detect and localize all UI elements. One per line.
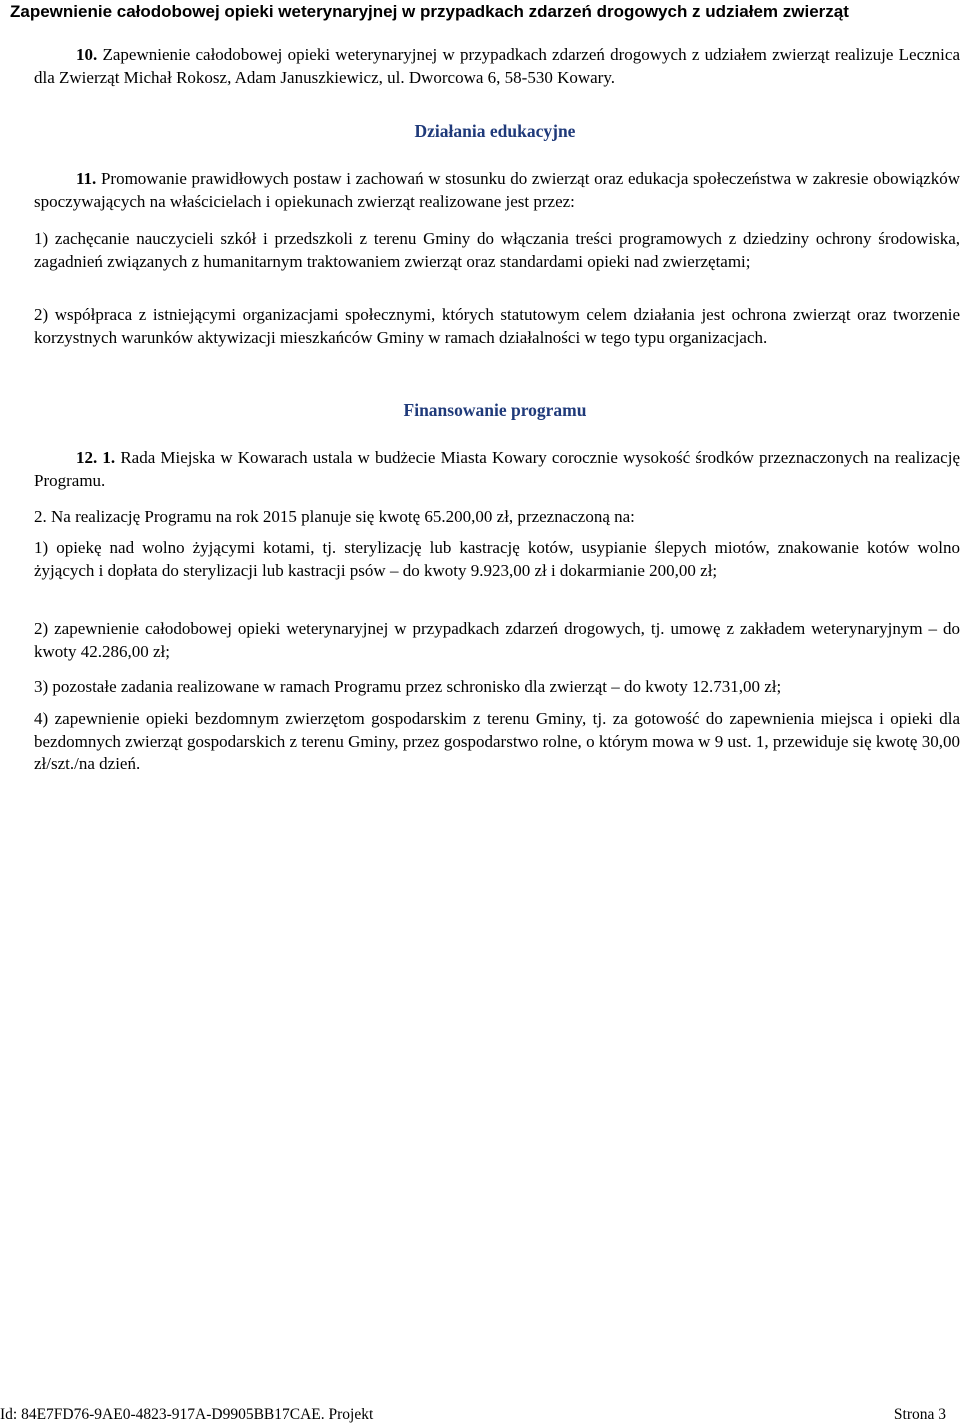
- paragraph-number: 11.: [76, 169, 97, 188]
- heading-education: Działania edukacyjne: [414, 121, 576, 141]
- paragraph-12-2: 2. Na realizację Programu na rok 2015 planuje się kwotę 65.200,00 zł, przeznaczoną na:: [34, 507, 635, 526]
- paragraph-11: [34, 168, 960, 213]
- list-item: 3) pozostałe zadania realizowane w ramach Programu przez schronisko dla zwierząt – do kwoty 12.731,00 zł;: [34, 677, 782, 696]
- paragraph-12: [34, 447, 960, 492]
- list-item: 4) zapewnienie opieki bezdomnym zwierzętom gospodarskim z terenu Gminy, tj. za gotowość do zapewnienia miejsca i opieki dla bezdomnych zwierząt gospodarskich z terenu Gminy, przez gospodarstwo rolne, o którym mowa w 9 ust. 1, przewiduje się kwotę 30,00 zł/szt./na dzień.: [34, 709, 960, 773]
- footer-document-id: Id: 84E7FD76-9AE0-4823-917A-D9905BB17CAE. Projekt: [0, 1406, 374, 1423]
- footer-page-number: Strona 3: [893, 1406, 946, 1423]
- list-item: 2) współpraca z istniejącymi organizacjami społecznymi, których statutowym celem działania jest ochrona zwierząt oraz tworzenie korzystnych warunków aktywizacji mieszkańców Gminy w ramach działalności w tego typu organizacjach.: [34, 305, 960, 347]
- paragraph-text: Rada Miejska w Kowarach ustala w budżecie Miasta Kowary corocznie wysokość środków przeznaczonych na realizację Programu.: [34, 448, 960, 490]
- paragraph-number: 10.: [76, 45, 98, 64]
- section-title: Zapewnienie całodobowej opieki weterynaryjnej w przypadkach zdarzeń drogowych z udziałem zwierząt: [10, 2, 849, 21]
- heading-finance: Finansowanie programu: [403, 400, 587, 420]
- paragraph-number: 12.: [76, 448, 98, 467]
- list-item: 2) zapewnienie całodobowej opieki weterynaryjnej w przypadkach zdarzeń drogowych, tj. umowę z zakładem weterynaryjnym – do kwoty 42.286,00 zł;: [34, 619, 960, 661]
- subparagraph-number: 1.: [97, 448, 116, 467]
- paragraph-10: [34, 44, 960, 89]
- paragraph-text: Zapewnienie całodobowej opieki weterynaryjnej w przypadkach zdarzeń drogowych z udziałem zwierząt realizuje Lecznica dla Zwierząt Michał Rokosz, Adam Januszkiewicz, ul. Dworcowa 6, 58-530 Kowary.: [34, 45, 960, 87]
- list-item: 1) zachęcanie nauczycieli szkół i przedszkoli z terenu Gminy do włączania treści programowych z dziedziny ochrony środowiska, zagadnień związanych z humanitarnym traktowaniem zwierząt oraz standardami opieki nad zwierzętami;: [34, 229, 960, 271]
- paragraph-text: Promowanie prawidłowych postaw i zachowań w stosunku do zwierząt oraz edukacja społeczeństwa w zakresie obowiązków spoczywających na właścicielach i opiekunach zwierząt realizowane jest przez:: [34, 169, 960, 211]
- list-item: 1) opiekę nad wolno żyjącymi kotami, tj. sterylizację lub kastrację kotów, usypianie ślepych miotów, znakowanie kotów wolno żyjących i dopłata do sterylizacji lub kastracji psów – do kwoty 9.923,00 zł i dokarmianie 200,00 zł;: [34, 538, 960, 580]
